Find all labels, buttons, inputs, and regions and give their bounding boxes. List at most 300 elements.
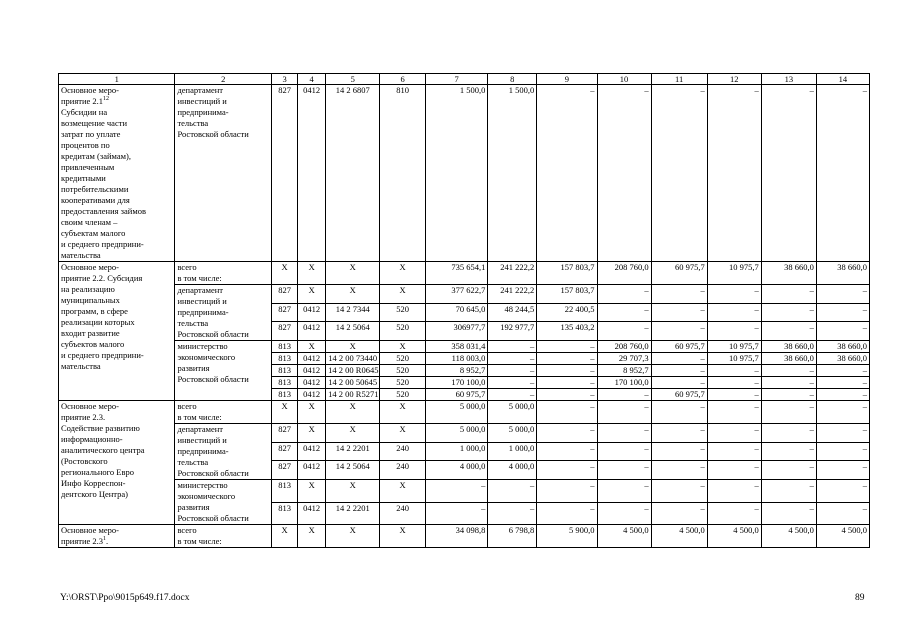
- cell-line: [177, 502, 269, 513]
- cell-line-text: аналитического центра: [61, 445, 145, 455]
- value-cell: –: [707, 461, 761, 480]
- cell-line-text: мательства: [61, 250, 101, 260]
- page-number: 89: [855, 593, 865, 603]
- value-cell: 14 2 00 50645: [326, 377, 380, 389]
- cell-line: [61, 162, 172, 173]
- value-cell: 208 760,0: [597, 262, 651, 285]
- value-cell: 38 660,0: [761, 341, 816, 353]
- column-number: 3: [272, 74, 298, 85]
- value-cell: Х: [298, 262, 326, 285]
- cell-line: [177, 273, 269, 284]
- value-cell: 827: [272, 424, 298, 443]
- cell-line: [177, 435, 269, 446]
- column-number: 14: [816, 74, 869, 85]
- cell-line-text: приятие 2.3.: [61, 412, 106, 422]
- measure-2-2-ministry-row: [59, 341, 870, 353]
- value-cell: 38 660,0: [816, 353, 869, 365]
- value-cell: 0412: [298, 85, 326, 262]
- cell-line: [177, 341, 269, 352]
- cell-line-text: своим членам –: [61, 217, 118, 227]
- cell-line-text: информационно-: [61, 434, 123, 444]
- value-cell: –: [488, 365, 537, 377]
- cell-line-text: и среднего предприни-: [61, 350, 144, 360]
- cell-line-text: экономического: [177, 352, 236, 362]
- cell-line-text: реализации которых: [61, 317, 135, 327]
- value-cell: –: [537, 389, 597, 401]
- value-cell: –: [488, 502, 537, 525]
- value-cell: –: [761, 322, 816, 341]
- value-cell: –: [816, 365, 869, 377]
- cell-line-text: мательства: [61, 361, 101, 371]
- cell-line: [61, 423, 172, 434]
- cell-line: [61, 217, 172, 228]
- cell-line: [61, 262, 172, 273]
- executor-total-label: [175, 401, 272, 424]
- cell-line-text: субъектов малого: [61, 339, 125, 349]
- cell-line: [61, 140, 172, 151]
- value-cell: 813: [272, 389, 298, 401]
- value-cell: 10 975,7: [707, 353, 761, 365]
- cell-line-text: инвестиций и: [177, 96, 227, 106]
- value-cell: –: [597, 442, 651, 461]
- cell-line-text: входит развитие: [61, 328, 120, 338]
- value-cell: 827: [272, 461, 298, 480]
- value-cell: –: [597, 285, 651, 304]
- cell-line-text: привлеченным: [61, 162, 115, 172]
- footnote-marker: 12: [103, 96, 110, 103]
- value-cell: –: [761, 303, 816, 322]
- measure-name: [59, 262, 175, 401]
- cell-line-text: в том числе:: [177, 273, 222, 283]
- cell-line-text: министерство: [177, 480, 228, 490]
- cell-line: [61, 456, 172, 467]
- value-cell: 157 803,7: [537, 262, 597, 285]
- value-cell: 0412: [298, 322, 326, 341]
- value-cell: 135 403,2: [537, 322, 597, 341]
- footer-file-path: Y:\ORST\Ppo\9015p649.f17.docx: [60, 593, 190, 603]
- value-cell: 70 645,0: [425, 303, 487, 322]
- cell-line: [177, 352, 269, 363]
- cell-line-text: в том числе:: [177, 536, 222, 546]
- cell-line-text: приятие 2.2. Субсидия: [61, 273, 143, 283]
- value-cell: 1 000,0: [425, 442, 487, 461]
- column-number: 11: [651, 74, 707, 85]
- value-cell: 520: [380, 377, 426, 389]
- value-cell: –: [761, 389, 816, 401]
- value-cell: 0412: [298, 365, 326, 377]
- value-cell: –: [707, 424, 761, 443]
- value-cell: 208 760,0: [597, 341, 651, 353]
- value-cell: 1 000,0: [488, 442, 537, 461]
- cell-line-text: департамент: [177, 85, 224, 95]
- value-cell: 60 975,7: [651, 262, 707, 285]
- value-cell: –: [651, 401, 707, 424]
- value-cell: 60 975,7: [651, 341, 707, 353]
- value-cell: 157 803,7: [537, 285, 597, 304]
- cell-line: [177, 296, 269, 307]
- cell-line: [177, 318, 269, 329]
- value-cell: 14 2 2201: [326, 502, 380, 525]
- cell-line-text: дентского Центра): [61, 489, 128, 499]
- cell-line-text: на реализацию: [61, 284, 115, 294]
- value-cell: –: [707, 322, 761, 341]
- cell-line-text: тельства: [177, 118, 209, 128]
- column-number: 6: [380, 74, 426, 85]
- value-cell: –: [651, 377, 707, 389]
- cell-line-text: потребительскими: [61, 184, 129, 194]
- value-cell: Х: [380, 401, 426, 424]
- value-cell: 827: [272, 303, 298, 322]
- value-cell: 38 660,0: [761, 262, 816, 285]
- cell-line: [61, 317, 172, 328]
- cell-line: [177, 107, 269, 118]
- column-number: 5: [326, 74, 380, 85]
- cell-line-text: Ростовской области: [177, 329, 249, 339]
- value-cell: 4 500,0: [707, 525, 761, 548]
- value-cell: –: [537, 502, 597, 525]
- measure-2-3-department-row: [59, 424, 870, 443]
- cell-line: [177, 129, 269, 140]
- value-cell: –: [537, 85, 597, 262]
- measure-2-2-department-row: [59, 285, 870, 304]
- cell-line: [61, 96, 172, 107]
- cell-line-text: всего: [177, 401, 197, 411]
- value-cell: –: [651, 303, 707, 322]
- value-cell: –: [537, 480, 597, 503]
- cell-line: [177, 536, 269, 547]
- value-cell: –: [816, 303, 869, 322]
- cell-line: [177, 491, 269, 502]
- cell-line-text: предоставления займов: [61, 206, 146, 216]
- cell-line: [61, 306, 172, 317]
- value-cell: 14 2 2201: [326, 442, 380, 461]
- value-cell: –: [816, 285, 869, 304]
- executor-name: [175, 285, 272, 341]
- value-cell: –: [707, 389, 761, 401]
- executor-name: [175, 480, 272, 525]
- cell-line-text: всего: [177, 525, 197, 535]
- cell-line: [61, 129, 172, 140]
- value-cell: 0412: [298, 303, 326, 322]
- budget-table: [58, 73, 870, 548]
- value-cell: –: [651, 442, 707, 461]
- value-cell: –: [707, 303, 761, 322]
- value-cell: 6 798,8: [488, 525, 537, 548]
- value-cell: 0412: [298, 442, 326, 461]
- value-cell: 377 622,7: [425, 285, 487, 304]
- value-cell: 241 222,2: [488, 262, 537, 285]
- value-cell: –: [707, 480, 761, 503]
- value-cell: –: [707, 85, 761, 262]
- value-cell: –: [597, 424, 651, 443]
- value-cell: –: [761, 424, 816, 443]
- cell-line-text: кооперативами для: [61, 195, 130, 205]
- value-cell: 1 500,0: [425, 85, 487, 262]
- value-cell: 60 975,7: [425, 389, 487, 401]
- value-cell: 240: [380, 442, 426, 461]
- cell-line: [61, 295, 172, 306]
- cell-line: [61, 85, 172, 96]
- value-cell: 827: [272, 85, 298, 262]
- value-cell: 22 400,5: [537, 303, 597, 322]
- cell-line-text: Содействие развитию: [61, 423, 140, 433]
- cell-line-text: Ростовской области: [177, 129, 249, 139]
- value-cell: –: [537, 377, 597, 389]
- cell-line-text: Ростовской области: [177, 468, 249, 478]
- value-cell: Х: [326, 285, 380, 304]
- column-number: 2: [175, 74, 272, 85]
- value-cell: 827: [272, 322, 298, 341]
- value-cell: 240: [380, 461, 426, 480]
- cell-line-text: в том числе:: [177, 412, 222, 422]
- value-cell: 5 000,0: [425, 401, 487, 424]
- value-cell: 14 2 00 R5271: [326, 389, 380, 401]
- value-cell: –: [816, 424, 869, 443]
- value-cell: 813: [272, 377, 298, 389]
- cell-line-text: предпринима-: [177, 107, 229, 117]
- table-body: [59, 74, 870, 548]
- value-cell: 5 000,0: [488, 401, 537, 424]
- cell-line-text: (Ростовского: [61, 456, 108, 466]
- cell-line: [61, 118, 172, 129]
- value-cell: –: [816, 442, 869, 461]
- value-cell: 14 2 5064: [326, 322, 380, 341]
- measure-name: [59, 401, 175, 525]
- cell-line: [61, 228, 172, 239]
- cell-line-text: Основное меро-: [61, 85, 120, 95]
- cell-line: [177, 118, 269, 129]
- value-cell: –: [816, 461, 869, 480]
- value-cell: 192 977,7: [488, 322, 537, 341]
- value-cell: 520: [380, 353, 426, 365]
- value-cell: –: [537, 424, 597, 443]
- cell-line-text: Основное меро-: [61, 401, 120, 411]
- value-cell: –: [597, 502, 651, 525]
- cell-line-text: кредитам (займам),: [61, 151, 131, 161]
- value-cell: 520: [380, 365, 426, 377]
- value-cell: Х: [380, 525, 426, 548]
- cell-line: [177, 401, 269, 412]
- value-cell: 520: [380, 389, 426, 401]
- value-cell: 34 098,8: [425, 525, 487, 548]
- cell-line: [61, 195, 172, 206]
- value-cell: Х: [298, 285, 326, 304]
- cell-line: [61, 250, 172, 261]
- column-number: 13: [761, 74, 816, 85]
- value-cell: 38 660,0: [816, 262, 869, 285]
- cell-line-text: процентов по: [61, 140, 110, 150]
- cell-line: [177, 285, 269, 296]
- value-cell: 8 952,7: [425, 365, 487, 377]
- value-cell: 827: [272, 442, 298, 461]
- value-cell: 38 660,0: [816, 341, 869, 353]
- cell-line-text: департамент: [177, 424, 224, 434]
- value-cell: –: [488, 377, 537, 389]
- value-cell: –: [761, 461, 816, 480]
- cell-line: [61, 107, 172, 118]
- value-cell: –: [597, 389, 651, 401]
- measure-2-3-total-row: [59, 401, 870, 424]
- value-cell: –: [488, 353, 537, 365]
- value-cell: 5 000,0: [488, 424, 537, 443]
- value-cell: –: [761, 85, 816, 262]
- value-cell: 813: [272, 353, 298, 365]
- executor-total-label: [175, 262, 272, 285]
- cell-line-text: субъектам малого: [61, 228, 126, 238]
- cell-line-text: тельства: [177, 457, 209, 467]
- value-cell: 240: [380, 502, 426, 525]
- cell-line: [177, 412, 269, 423]
- value-cell: Х: [298, 341, 326, 353]
- cell-line-text: муниципальных: [61, 295, 120, 305]
- value-cell: 4 000,0: [488, 461, 537, 480]
- cell-line-text: приятие 2.3: [61, 536, 104, 546]
- value-cell: –: [761, 480, 816, 503]
- value-cell: 14 2 6807: [326, 85, 380, 262]
- value-cell: –: [707, 502, 761, 525]
- value-cell: –: [597, 322, 651, 341]
- cell-line-text: Основное меро-: [61, 262, 120, 272]
- cell-line-text: Ростовской области: [177, 513, 249, 523]
- value-cell: –: [651, 285, 707, 304]
- cell-line: [177, 374, 269, 385]
- value-cell: 14 2 00 73440: [326, 353, 380, 365]
- value-cell: –: [651, 85, 707, 262]
- value-cell: Х: [380, 341, 426, 353]
- value-cell: –: [651, 461, 707, 480]
- cell-line-text: Инфо Корреспон-: [61, 478, 126, 488]
- cell-line: [61, 173, 172, 184]
- executor-name: [175, 424, 272, 480]
- value-cell: –: [707, 377, 761, 389]
- value-cell: –: [707, 365, 761, 377]
- value-cell: Х: [326, 424, 380, 443]
- value-cell: 4 000,0: [425, 461, 487, 480]
- cell-line-text: развития: [177, 363, 210, 373]
- cell-line-text: и среднего предприни-: [61, 239, 144, 249]
- cell-line-text: регионального Евро: [61, 467, 134, 477]
- cell-line: [61, 239, 172, 250]
- cell-line: [177, 85, 269, 96]
- cell-line: [61, 445, 172, 456]
- value-cell: –: [816, 480, 869, 503]
- cell-line: [61, 478, 172, 489]
- value-cell: 241 222,2: [488, 285, 537, 304]
- column-number: 8: [488, 74, 537, 85]
- cell-line: [177, 262, 269, 273]
- value-cell: –: [761, 442, 816, 461]
- cell-line-text: Субсидии на: [61, 107, 108, 117]
- value-cell: 813: [272, 502, 298, 525]
- value-cell: –: [597, 85, 651, 262]
- value-cell: 5 000,0: [425, 424, 487, 443]
- value-cell: Х: [326, 480, 380, 503]
- value-cell: Х: [380, 480, 426, 503]
- cell-line: [61, 339, 172, 350]
- value-cell: 827: [272, 285, 298, 304]
- value-cell: –: [488, 341, 537, 353]
- value-cell: –: [597, 480, 651, 503]
- value-cell: 520: [380, 303, 426, 322]
- value-cell: Х: [298, 480, 326, 503]
- value-cell: 38 660,0: [761, 353, 816, 365]
- value-cell: Х: [298, 401, 326, 424]
- cell-line: [61, 525, 172, 536]
- value-cell: 5 900,0: [537, 525, 597, 548]
- value-cell: 1 500,0: [488, 85, 537, 262]
- value-cell: Х: [298, 424, 326, 443]
- cell-line: [61, 401, 172, 412]
- value-cell: –: [537, 353, 597, 365]
- value-cell: 813: [272, 341, 298, 353]
- value-cell: –: [707, 442, 761, 461]
- column-number: 9: [537, 74, 597, 85]
- value-cell: 0412: [298, 461, 326, 480]
- value-cell: 4 500,0: [597, 525, 651, 548]
- measure-2-2-total-row: [59, 262, 870, 285]
- cell-line: [61, 489, 172, 500]
- value-cell: –: [816, 389, 869, 401]
- value-cell: Х: [272, 525, 298, 548]
- value-cell: –: [425, 502, 487, 525]
- column-number: 12: [707, 74, 761, 85]
- executor-name: [175, 85, 272, 262]
- cell-line-text: Ростовской области: [177, 374, 249, 384]
- value-cell: 170 100,0: [425, 377, 487, 389]
- value-cell: 0412: [298, 502, 326, 525]
- cell-line: [177, 363, 269, 374]
- value-cell: –: [651, 480, 707, 503]
- value-cell: –: [761, 377, 816, 389]
- cell-line-text: инвестиций и: [177, 296, 227, 306]
- value-cell: –: [651, 322, 707, 341]
- value-cell: –: [761, 502, 816, 525]
- cell-line: [177, 446, 269, 457]
- value-cell: Х: [272, 401, 298, 424]
- cell-line: [177, 468, 269, 479]
- value-cell: –: [651, 502, 707, 525]
- cell-line-text: затрат по уплате: [61, 129, 121, 139]
- value-cell: –: [707, 285, 761, 304]
- value-cell: 29 707,3: [597, 353, 651, 365]
- cell-line-text: экономического: [177, 491, 236, 501]
- value-cell: –: [761, 365, 816, 377]
- measure-2-1-row: [59, 85, 870, 262]
- executor-total-label: [175, 525, 272, 548]
- value-cell: 813: [272, 365, 298, 377]
- value-cell: –: [816, 401, 869, 424]
- value-cell: –: [537, 341, 597, 353]
- value-cell: –: [651, 353, 707, 365]
- cell-line: [61, 412, 172, 423]
- value-cell: –: [488, 480, 537, 503]
- value-cell: –: [597, 303, 651, 322]
- cell-line-text: предпринима-: [177, 446, 229, 456]
- executor-name: [175, 341, 272, 401]
- cell-line: [61, 206, 172, 217]
- cell-line: [61, 467, 172, 478]
- cell-line-text: тельства: [177, 318, 209, 328]
- value-cell: 60 975,7: [651, 389, 707, 401]
- cell-line-text: приятие 2.1: [61, 96, 104, 106]
- value-cell: 4 500,0: [651, 525, 707, 548]
- value-cell: –: [816, 377, 869, 389]
- cell-line: [61, 536, 172, 547]
- cell-line-text: развития: [177, 502, 210, 512]
- value-cell: –: [761, 401, 816, 424]
- value-cell: –: [537, 401, 597, 424]
- cell-line: [61, 350, 172, 361]
